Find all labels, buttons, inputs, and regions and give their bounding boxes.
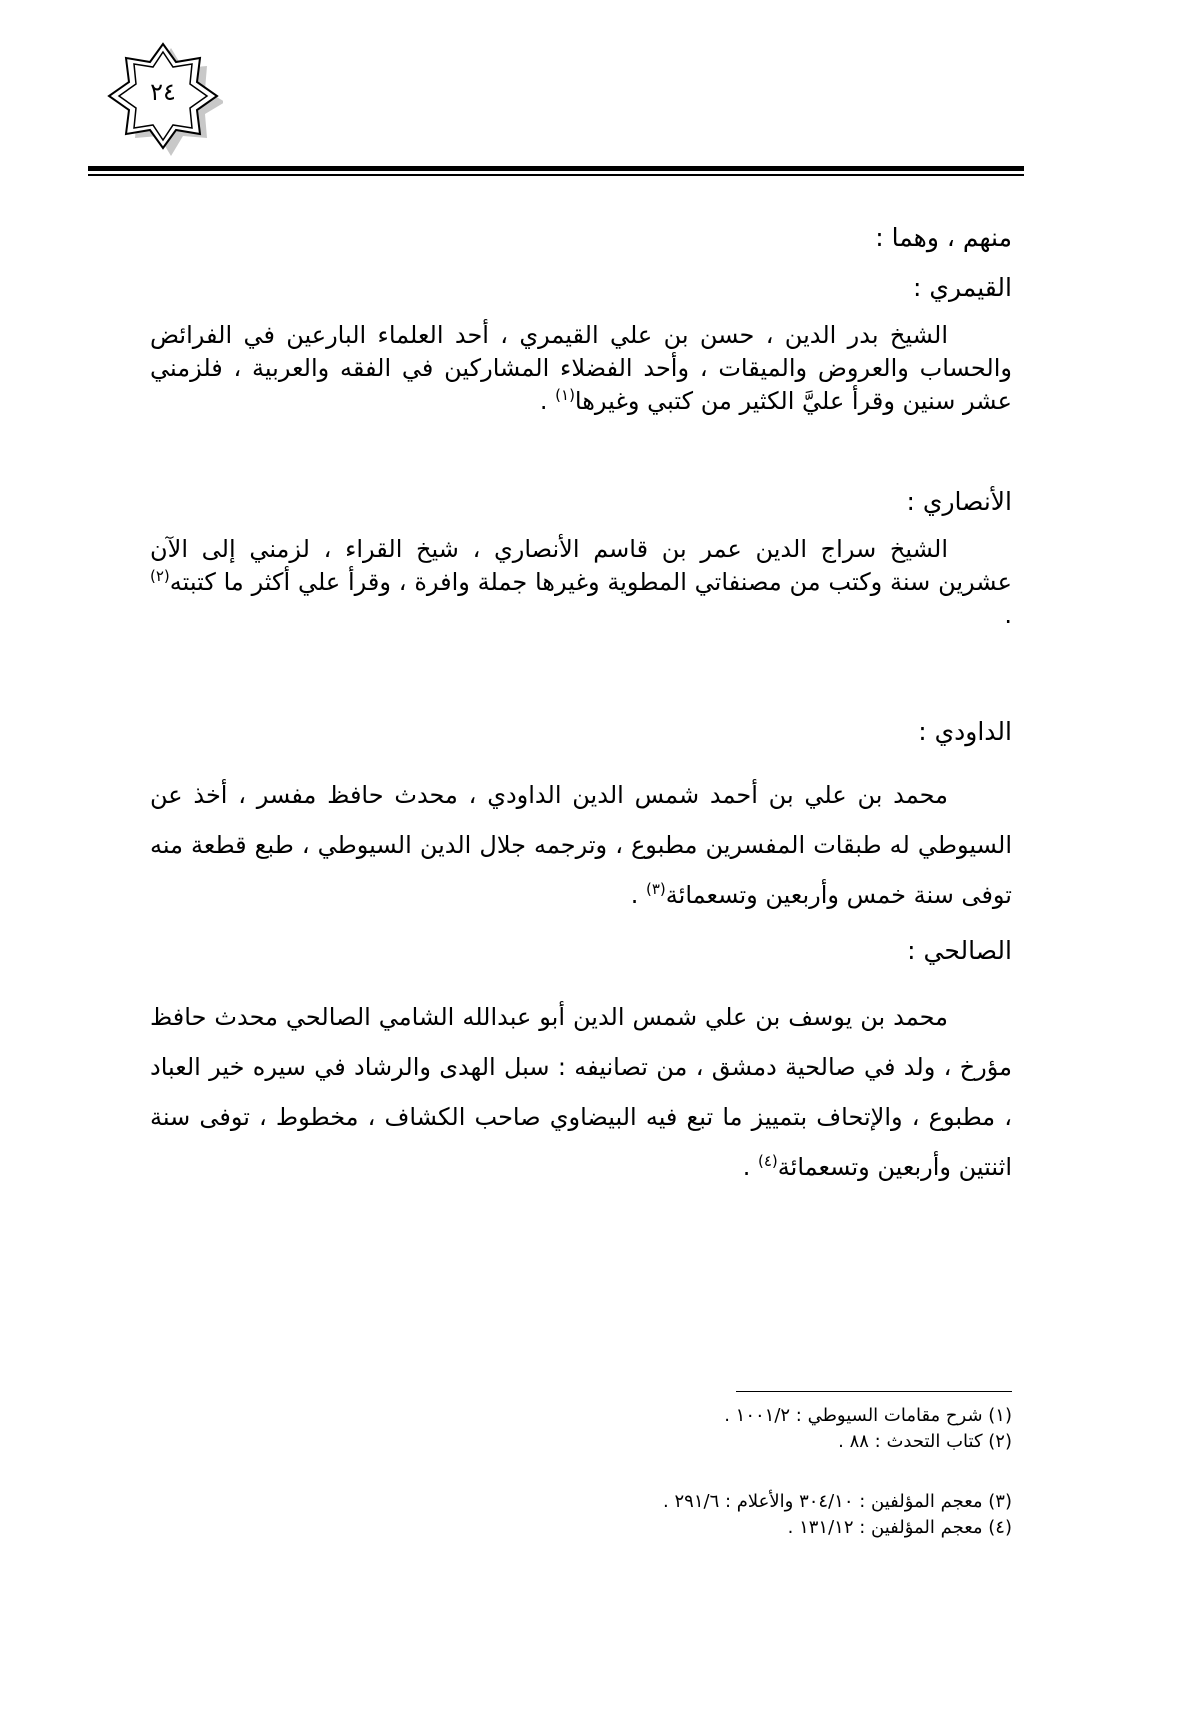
footnote-ref: (٢) [150,567,170,585]
page-number-badge [103,40,223,160]
intro-line: منهم ، وهما : [875,223,1012,252]
period: . [539,387,556,415]
section-heading-qaymari: القيمري : [913,273,1012,302]
period: . [630,881,646,909]
section-body-ansari [150,533,1012,632]
footnote-ref: (١) [555,386,575,404]
period: . [742,1153,758,1181]
footnote-1: (١) شرح مقامات السيوطي : ١٠٠١/٢ . [724,1405,1012,1426]
section-heading-dawudi: الداودي : [918,717,1012,746]
page-number: ٢٤ [150,78,176,106]
period: . [1004,601,1012,629]
body-text: الشيخ سراج الدين عمر بن قاسم الأنصاري ، شيخ القراء ، لزمني إلى الآن عشرين سنة وكتب من مصنفاتي المطوية وغيرها جملة وافرة ، وقرأ علي أكثر ما كتبته [150,535,1012,596]
section-body-salihi [150,992,1012,1192]
section-body-dawudi [150,770,1012,920]
footnote-4: (٤) معجم المؤلفين : ١٣١/١٢ . [787,1517,1012,1538]
body-text: محمد بن يوسف بن علي شمس الدين أبو عبدالله الشامي الصالحي محدث حافظ مؤرخ ، ولد في صالحية دمشق ، من تصانيفه : سبل الهدى والرشاد في سيره خير العباد ، مطبوع ، والإتحاف بتمييز ما تبع فيه البيضاوي صاحب الكشاف ، مخطوط ، توفى سنة اثنتين وأربعين وتسعمائة [150,1003,1012,1181]
section-heading-salihi: الصالحي : [907,936,1012,965]
header-rule-thick [88,166,1024,171]
footnote-2: (٢) كتاب التحدث : ٨٨ . [838,1431,1012,1452]
section-body-qaymari [150,319,1012,418]
footnote-ref: (٤) [758,1152,778,1170]
footnote-ref: (٣) [646,880,666,898]
header-rule-thin [88,174,1024,176]
footnote-3: (٣) معجم المؤلفين : ٣٠٤/١٠ والأعلام : ٢٩١/٦ . [663,1491,1012,1512]
body-text: الشيخ بدر الدين ، حسن بن علي القيمري ، أحد العلماء البارعين في الفرائض والحساب والعروض والميقات ، وأحد الفضلاء المشاركين في الفقه والعربية ، فلزمني عشر سنين وقرأ عليَّ الكثير من كتبي وغيرها [150,321,1012,415]
footnote-separator [736,1391,1012,1392]
body-text: محمد بن علي بن أحمد شمس الدين الداودي ، محدث حافظ مفسر ، أخذ عن السيوطي له طبقات المفسرين مطبوع ، وترجمه جلال الدين السيوطي ، طبع قطعة منه توفى سنة خمس وأربعين وتسعمائة [150,781,1012,909]
section-heading-ansari: الأنصاري : [906,487,1012,516]
